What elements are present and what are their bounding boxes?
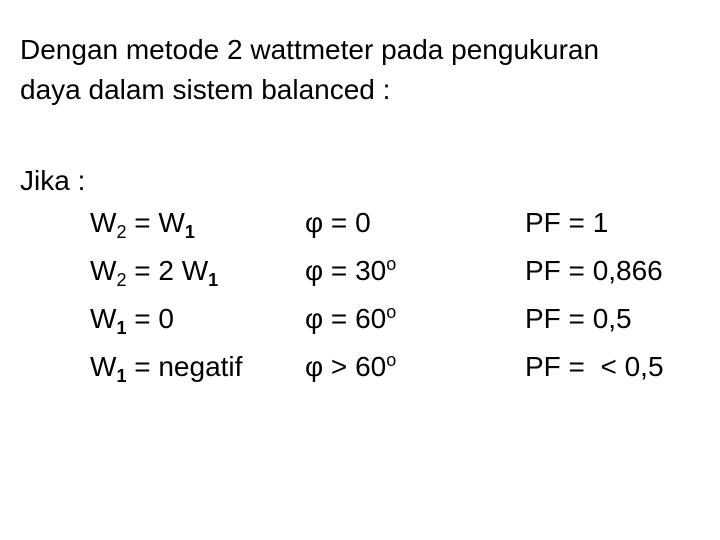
w-subscript-2: 1 [208,270,219,290]
pf-row-1: PF = 1 [525,207,609,238]
phi-text: φ = 30 [305,255,387,286]
w-relation: = 2 [126,255,182,286]
w-subscript: 2 [116,270,127,290]
phi-row-3 [305,301,396,337]
degree-symbol: o [386,350,397,370]
pf-row-3: PF = 0,5 [525,303,632,334]
w-condition-row-1 [90,205,195,241]
slide-heading [20,30,599,110]
pf-row-2: PF = 0,866 [525,255,663,286]
w-subscript-2: 1 [184,222,195,242]
phi-text: φ = 0 [305,207,371,238]
w-letter-2: W [181,255,209,286]
w-letter: W [90,351,117,382]
heading-line-2: daya dalam sistem balanced : [20,74,391,105]
phi-row-2 [305,253,396,289]
pf-row-4: PF = < 0,5 [525,351,664,382]
w-letter: W [90,303,117,334]
w-subscript: 1 [116,318,127,338]
phi-row-4 [305,349,396,385]
w-letter: W [90,207,117,238]
w-letter: W [90,255,117,286]
w-condition-row-4 [90,349,242,385]
phi-text: φ = 60 [305,303,387,334]
w-relation: = [126,207,159,238]
w-subscript: 1 [116,366,127,386]
w-subscript: 2 [116,222,127,242]
phi-row-1 [305,205,371,241]
phi-text: φ > 60 [305,351,387,382]
w-relation: = negatif [126,351,243,382]
heading-line-1: Dengan metode 2 wattmeter pada pengukuran [20,34,600,65]
w-condition-row-3 [90,301,174,337]
jika-label: Jika : [20,165,86,196]
w-letter-2: W [158,207,185,238]
w-condition-row-2 [90,253,218,289]
degree-symbol: o [386,302,397,322]
degree-symbol: o [386,254,397,274]
w-relation: = 0 [126,303,174,334]
